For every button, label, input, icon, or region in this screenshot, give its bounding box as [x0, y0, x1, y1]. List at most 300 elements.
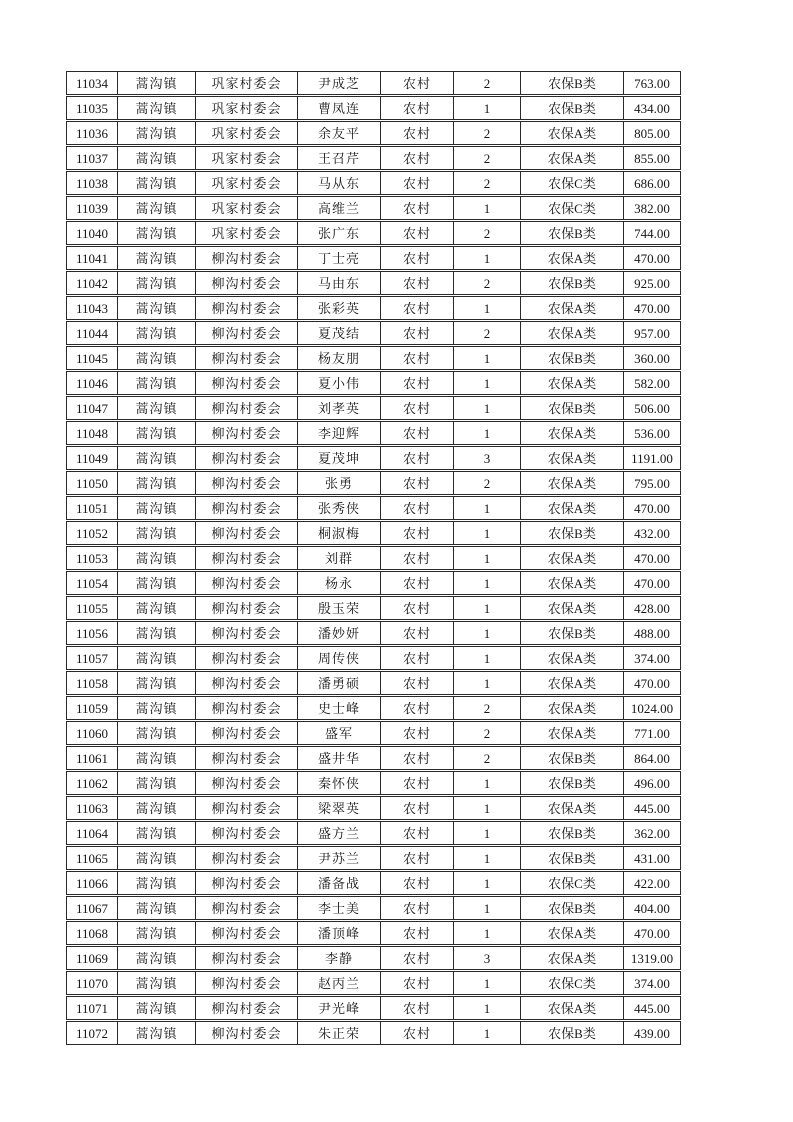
table-cell-village-committee: 柳沟村委会	[196, 797, 298, 819]
table-cell-person-count: 1	[454, 497, 521, 519]
table-cell-insurance-type: 农保A类	[521, 422, 624, 444]
table-row	[66, 671, 681, 695]
table-cell-person-name: 张广东	[298, 222, 381, 244]
table-cell-person-name: 潘顶峰	[298, 922, 381, 944]
table-row	[66, 621, 681, 645]
table-row	[66, 446, 681, 470]
table-cell-insurance-type: 农保B类	[521, 97, 624, 119]
table-cell-serial-number: 11060	[67, 722, 118, 744]
table-cell-person-count: 3	[454, 947, 521, 969]
table-cell-serial-number: 11052	[67, 522, 118, 544]
table-row	[66, 721, 681, 745]
table-cell-person-name: 赵丙兰	[298, 972, 381, 994]
table-cell-insurance-type: 农保A类	[521, 122, 624, 144]
table-cell-residence-type: 农村	[381, 922, 454, 944]
table-cell-serial-number: 11065	[67, 847, 118, 869]
table-cell-person-name: 王召芹	[298, 147, 381, 169]
table-cell-serial-number: 11057	[67, 647, 118, 669]
table-cell-village-committee: 巩家村委会	[196, 172, 298, 194]
table-cell-residence-type: 农村	[381, 772, 454, 794]
table-row	[66, 796, 681, 820]
table-cell-person-count: 1	[454, 922, 521, 944]
table-cell-person-name: 丁士亮	[298, 247, 381, 269]
table-cell-insurance-type: 农保B类	[521, 272, 624, 294]
table-cell-insurance-type: 农保A类	[521, 922, 624, 944]
table-cell-town: 蒿沟镇	[118, 897, 196, 919]
table-cell-village-committee: 巩家村委会	[196, 97, 298, 119]
table-cell-person-name: 刘群	[298, 547, 381, 569]
table-row	[66, 196, 681, 220]
table-cell-village-committee: 柳沟村委会	[196, 747, 298, 769]
table-cell-residence-type: 农村	[381, 572, 454, 594]
table-cell-insurance-type: 农保A类	[521, 372, 624, 394]
table-cell-amount: 445.00	[634, 800, 670, 816]
table-cell-person-name: 杨永	[298, 572, 381, 594]
table-cell-person-name: 史士峰	[298, 697, 381, 719]
table-cell-amount: 470.00	[634, 500, 670, 516]
table-cell-amount: 795.00	[634, 475, 670, 491]
table-row	[66, 71, 681, 95]
table-cell-amount: 805.00	[634, 125, 670, 141]
table-cell-person-count: 1	[454, 597, 521, 619]
table-cell-serial-number: 11047	[67, 397, 118, 419]
table-row	[66, 746, 681, 770]
table-cell-person-name: 潘备战	[298, 872, 381, 894]
table-cell-amount: 422.00	[634, 875, 670, 891]
table-cell-person-count: 1	[454, 522, 521, 544]
table-cell-person-name: 夏小伟	[298, 372, 381, 394]
table-cell-residence-type: 农村	[381, 647, 454, 669]
table-cell-amount: 582.00	[634, 375, 670, 391]
table-cell-village-committee: 柳沟村委会	[196, 322, 298, 344]
table-cell-town: 蒿沟镇	[118, 647, 196, 669]
table-row	[66, 871, 681, 895]
table-cell-town: 蒿沟镇	[118, 672, 196, 694]
table-cell-town: 蒿沟镇	[118, 697, 196, 719]
table-cell-insurance-type: 农保A类	[521, 247, 624, 269]
table-row	[66, 896, 681, 920]
table-cell-amount: 506.00	[634, 400, 670, 416]
table-cell-person-count: 1	[454, 672, 521, 694]
table-cell-serial-number: 11038	[67, 172, 118, 194]
table-row	[66, 496, 681, 520]
table-row	[66, 96, 681, 120]
table-cell-town: 蒿沟镇	[118, 597, 196, 619]
table-cell-village-committee: 巩家村委会	[196, 122, 298, 144]
table-cell-insurance-type: 农保A类	[521, 472, 624, 494]
table-cell-insurance-type: 农保B类	[521, 772, 624, 794]
table-cell-insurance-type: 农保B类	[521, 222, 624, 244]
table-cell-amount: 360.00	[634, 350, 670, 366]
table-cell-person-name: 马从东	[298, 172, 381, 194]
table-cell-village-committee: 柳沟村委会	[196, 947, 298, 969]
table-cell-amount: 1191.00	[631, 450, 673, 466]
table-cell-village-committee: 柳沟村委会	[196, 872, 298, 894]
table-cell-serial-number: 11037	[67, 147, 118, 169]
table-cell-amount: 470.00	[634, 550, 670, 566]
table-cell-person-name: 夏茂结	[298, 322, 381, 344]
table-row	[66, 246, 681, 270]
table-cell-person-count: 1	[454, 972, 521, 994]
table-cell-serial-number: 11045	[67, 347, 118, 369]
table-cell-person-name: 李静	[298, 947, 381, 969]
table-cell-amount: 362.00	[634, 825, 670, 841]
table-row	[66, 996, 681, 1020]
table-cell-amount: 1319.00	[630, 950, 674, 966]
table-cell-village-committee: 柳沟村委会	[196, 997, 298, 1019]
table-cell-town: 蒿沟镇	[118, 447, 196, 469]
table-cell-person-count: 1	[454, 247, 521, 269]
table-cell-person-count: 2	[454, 722, 521, 744]
table-cell-residence-type: 农村	[381, 422, 454, 444]
table-cell-village-committee: 柳沟村委会	[196, 697, 298, 719]
table-cell-serial-number: 11040	[67, 222, 118, 244]
table-cell-insurance-type: 农保A类	[521, 572, 624, 594]
table-cell-amount: 432.00	[634, 525, 670, 541]
table-cell-person-count: 1	[454, 372, 521, 394]
table-cell-town: 蒿沟镇	[118, 497, 196, 519]
table-cell-amount: 434.00	[634, 100, 670, 116]
table-cell-amount: 864.00	[634, 750, 670, 766]
table-row	[66, 421, 681, 445]
table-cell-village-committee: 柳沟村委会	[196, 572, 298, 594]
table-cell-residence-type: 农村	[381, 722, 454, 744]
table-cell-serial-number: 11049	[67, 447, 118, 469]
table-row	[66, 396, 681, 420]
table-cell-amount: 374.00	[634, 975, 670, 991]
table-cell-amount: 763.00	[634, 75, 670, 91]
table-cell-village-committee: 柳沟村委会	[196, 347, 298, 369]
table-cell-residence-type: 农村	[381, 72, 454, 94]
table-cell-person-name: 尹苏兰	[298, 847, 381, 869]
table-cell-town: 蒿沟镇	[118, 547, 196, 569]
table-cell-insurance-type: 农保B类	[521, 72, 624, 94]
table-cell-person-count: 2	[454, 72, 521, 94]
table-cell-person-name: 梁翠英	[298, 797, 381, 819]
table-cell-village-committee: 巩家村委会	[196, 147, 298, 169]
table-cell-person-count: 2	[454, 222, 521, 244]
table-cell-serial-number: 11043	[67, 297, 118, 319]
table-cell-insurance-type: 农保B类	[521, 847, 624, 869]
table-cell-town: 蒿沟镇	[118, 947, 196, 969]
table-row	[66, 171, 681, 195]
table-cell-village-committee: 柳沟村委会	[196, 447, 298, 469]
table-cell-village-committee: 柳沟村委会	[196, 372, 298, 394]
table-cell-insurance-type: 农保C类	[521, 872, 624, 894]
table-cell-town: 蒿沟镇	[118, 622, 196, 644]
table-cell-village-committee: 柳沟村委会	[196, 847, 298, 869]
table-cell-residence-type: 农村	[381, 347, 454, 369]
table-cell-town: 蒿沟镇	[118, 472, 196, 494]
table-cell-residence-type: 农村	[381, 497, 454, 519]
table-cell-insurance-type: 农保B类	[521, 622, 624, 644]
table-cell-town: 蒿沟镇	[118, 797, 196, 819]
table-cell-serial-number: 11071	[67, 997, 118, 1019]
table-cell-person-count: 1	[454, 997, 521, 1019]
table-cell-residence-type: 农村	[381, 197, 454, 219]
table-cell-town: 蒿沟镇	[118, 322, 196, 344]
table-cell-serial-number: 11058	[67, 672, 118, 694]
table-cell-village-committee: 柳沟村委会	[196, 297, 298, 319]
table-cell-insurance-type: 农保A类	[521, 547, 624, 569]
table-cell-insurance-type: 农保A类	[521, 497, 624, 519]
table-cell-residence-type: 农村	[381, 972, 454, 994]
table-cell-person-count: 1	[454, 622, 521, 644]
table-cell-serial-number: 11066	[67, 872, 118, 894]
table-cell-amount: 470.00	[634, 575, 670, 591]
table-cell-person-count: 2	[454, 147, 521, 169]
table-cell-amount: 445.00	[634, 1000, 670, 1016]
table-cell-person-count: 1	[454, 1022, 521, 1044]
table-cell-town: 蒿沟镇	[118, 122, 196, 144]
table-cell-insurance-type: 农保B类	[521, 397, 624, 419]
table-cell-residence-type: 农村	[381, 297, 454, 319]
table-cell-person-name: 尹光峰	[298, 997, 381, 1019]
table-cell-residence-type: 农村	[381, 947, 454, 969]
table-cell-serial-number: 11068	[67, 922, 118, 944]
table-cell-residence-type: 农村	[381, 372, 454, 394]
table-cell-residence-type: 农村	[381, 147, 454, 169]
table-cell-residence-type: 农村	[381, 897, 454, 919]
table-cell-residence-type: 农村	[381, 872, 454, 894]
table-cell-insurance-type: 农保A类	[521, 322, 624, 344]
table-cell-village-committee: 柳沟村委会	[196, 822, 298, 844]
table-cell-person-name: 曹凤连	[298, 97, 381, 119]
table-cell-amount: 382.00	[634, 200, 670, 216]
table-cell-town: 蒿沟镇	[118, 772, 196, 794]
table-cell-person-name: 朱正荣	[298, 1022, 381, 1044]
table-cell-town: 蒿沟镇	[118, 872, 196, 894]
table-cell-amount: 428.00	[634, 600, 670, 616]
table-cell-serial-number: 11069	[67, 947, 118, 969]
table-cell-amount: 957.00	[634, 325, 670, 341]
table-row	[66, 296, 681, 320]
table-cell-amount: 470.00	[634, 300, 670, 316]
table-cell-person-name: 盛方兰	[298, 822, 381, 844]
table-cell-insurance-type: 农保A类	[521, 297, 624, 319]
table-cell-person-count: 2	[454, 472, 521, 494]
table-cell-town: 蒿沟镇	[118, 272, 196, 294]
table-cell-serial-number: 11053	[67, 547, 118, 569]
table-cell-town: 蒿沟镇	[118, 572, 196, 594]
table-cell-town: 蒿沟镇	[118, 822, 196, 844]
table-cell-town: 蒿沟镇	[118, 972, 196, 994]
table-cell-person-name: 周传侠	[298, 647, 381, 669]
table-cell-residence-type: 农村	[381, 397, 454, 419]
table-cell-serial-number: 11070	[67, 972, 118, 994]
table-cell-serial-number: 11063	[67, 797, 118, 819]
table-row	[66, 771, 681, 795]
table-cell-serial-number: 11042	[67, 272, 118, 294]
table-cell-insurance-type: 农保B类	[521, 522, 624, 544]
table-cell-residence-type: 农村	[381, 697, 454, 719]
table-cell-residence-type: 农村	[381, 747, 454, 769]
table-cell-person-count: 1	[454, 897, 521, 919]
table-cell-person-name: 盛军	[298, 722, 381, 744]
table-cell-person-name: 潘妙妍	[298, 622, 381, 644]
table-cell-amount: 470.00	[634, 250, 670, 266]
table-cell-serial-number: 11039	[67, 197, 118, 219]
table-cell-person-name: 尹成芝	[298, 72, 381, 94]
table-cell-person-count: 1	[454, 397, 521, 419]
table-cell-insurance-type: 农保B类	[521, 1022, 624, 1044]
table-cell-amount: 431.00	[634, 850, 670, 866]
table-cell-village-committee: 柳沟村委会	[196, 1022, 298, 1044]
table-cell-town: 蒿沟镇	[118, 172, 196, 194]
table-cell-person-count: 1	[454, 347, 521, 369]
table-cell-insurance-type: 农保B类	[521, 897, 624, 919]
table-cell-person-count: 1	[454, 197, 521, 219]
table-cell-village-committee: 柳沟村委会	[196, 922, 298, 944]
table-cell-person-name: 余友平	[298, 122, 381, 144]
table-cell-village-committee: 巩家村委会	[196, 197, 298, 219]
table-cell-person-count: 2	[454, 322, 521, 344]
table-row	[66, 971, 681, 995]
table-cell-residence-type: 农村	[381, 822, 454, 844]
table-cell-town: 蒿沟镇	[118, 297, 196, 319]
table-cell-village-committee: 巩家村委会	[196, 72, 298, 94]
table-row	[66, 271, 681, 295]
table-cell-residence-type: 农村	[381, 172, 454, 194]
table-cell-insurance-type: 农保A类	[521, 647, 624, 669]
table-cell-serial-number: 11062	[67, 772, 118, 794]
table-cell-insurance-type: 农保A类	[521, 672, 624, 694]
table-cell-amount: 855.00	[634, 150, 670, 166]
table-cell-insurance-type: 农保B类	[521, 822, 624, 844]
table-cell-person-name: 桐淑梅	[298, 522, 381, 544]
table-cell-town: 蒿沟镇	[118, 722, 196, 744]
table-row	[66, 921, 681, 945]
table-cell-village-committee: 柳沟村委会	[196, 247, 298, 269]
table-cell-person-count: 3	[454, 447, 521, 469]
table-cell-person-count: 2	[454, 122, 521, 144]
table-row	[66, 821, 681, 845]
table-cell-person-name: 张勇	[298, 472, 381, 494]
table-cell-village-committee: 柳沟村委会	[196, 972, 298, 994]
table-cell-residence-type: 农村	[381, 1022, 454, 1044]
table-cell-village-committee: 巩家村委会	[196, 222, 298, 244]
table-cell-town: 蒿沟镇	[118, 747, 196, 769]
table-cell-town: 蒿沟镇	[118, 372, 196, 394]
table-cell-serial-number: 11035	[67, 97, 118, 119]
table-cell-person-name: 张彩英	[298, 297, 381, 319]
table-cell-person-count: 1	[454, 847, 521, 869]
table-cell-village-committee: 柳沟村委会	[196, 272, 298, 294]
table-cell-village-committee: 柳沟村委会	[196, 497, 298, 519]
table-cell-person-count: 2	[454, 272, 521, 294]
table-row	[66, 471, 681, 495]
table-cell-serial-number: 11051	[67, 497, 118, 519]
table-cell-person-count: 1	[454, 772, 521, 794]
table-cell-residence-type: 农村	[381, 222, 454, 244]
table-cell-person-count: 1	[454, 572, 521, 594]
table-cell-residence-type: 农村	[381, 247, 454, 269]
table-cell-person-name: 李迎辉	[298, 422, 381, 444]
table-cell-town: 蒿沟镇	[118, 247, 196, 269]
table-cell-amount: 488.00	[634, 625, 670, 641]
table-cell-person-name: 李士美	[298, 897, 381, 919]
table-cell-serial-number: 11041	[67, 247, 118, 269]
table-cell-person-name: 马由东	[298, 272, 381, 294]
table-cell-amount: 496.00	[634, 775, 670, 791]
table-cell-residence-type: 农村	[381, 322, 454, 344]
table-cell-insurance-type: 农保B类	[521, 747, 624, 769]
table-cell-residence-type: 农村	[381, 522, 454, 544]
table-cell-town: 蒿沟镇	[118, 1022, 196, 1044]
table-cell-village-committee: 柳沟村委会	[196, 522, 298, 544]
table-cell-insurance-type: 农保A类	[521, 697, 624, 719]
table-row	[66, 521, 681, 545]
table-cell-person-name: 夏茂坤	[298, 447, 381, 469]
table-row	[66, 646, 681, 670]
benefits-table	[66, 71, 681, 1046]
table-row	[66, 1021, 681, 1045]
table-cell-person-name: 高维兰	[298, 197, 381, 219]
table-row	[66, 346, 681, 370]
table-cell-village-committee: 柳沟村委会	[196, 597, 298, 619]
table-cell-insurance-type: 农保A类	[521, 447, 624, 469]
table-cell-insurance-type: 农保A类	[521, 997, 624, 1019]
table-cell-amount: 536.00	[634, 425, 670, 441]
table-cell-person-count: 1	[454, 872, 521, 894]
table-cell-town: 蒿沟镇	[118, 347, 196, 369]
table-cell-village-committee: 柳沟村委会	[196, 647, 298, 669]
table-cell-serial-number: 11055	[67, 597, 118, 619]
table-cell-village-committee: 柳沟村委会	[196, 897, 298, 919]
table-row	[66, 121, 681, 145]
table-cell-town: 蒿沟镇	[118, 922, 196, 944]
table-cell-amount: 374.00	[634, 650, 670, 666]
table-cell-insurance-type: 农保A类	[521, 722, 624, 744]
table-cell-village-committee: 柳沟村委会	[196, 422, 298, 444]
table-cell-residence-type: 农村	[381, 597, 454, 619]
table-cell-town: 蒿沟镇	[118, 847, 196, 869]
table-cell-amount: 686.00	[634, 175, 670, 191]
table-cell-residence-type: 农村	[381, 847, 454, 869]
table-cell-serial-number: 11036	[67, 122, 118, 144]
table-cell-amount: 470.00	[634, 675, 670, 691]
table-cell-person-count: 1	[454, 422, 521, 444]
table-cell-person-name: 殷玉荣	[298, 597, 381, 619]
table-cell-insurance-type: 农保B类	[521, 347, 624, 369]
table-row	[66, 946, 681, 970]
table-cell-insurance-type: 农保A类	[521, 597, 624, 619]
table-cell-serial-number: 11072	[67, 1022, 118, 1044]
table-cell-person-count: 2	[454, 747, 521, 769]
table-cell-amount: 771.00	[634, 725, 670, 741]
table-cell-residence-type: 农村	[381, 797, 454, 819]
table-cell-village-committee: 柳沟村委会	[196, 722, 298, 744]
table-row	[66, 371, 681, 395]
table-cell-town: 蒿沟镇	[118, 522, 196, 544]
table-cell-serial-number: 11050	[67, 472, 118, 494]
table-cell-amount: 439.00	[634, 1025, 670, 1041]
table-row	[66, 146, 681, 170]
table-cell-amount: 404.00	[634, 900, 670, 916]
table-cell-amount: 744.00	[634, 225, 670, 241]
table-cell-person-name: 刘孝英	[298, 397, 381, 419]
table-cell-village-committee: 柳沟村委会	[196, 622, 298, 644]
table-cell-serial-number: 11034	[67, 72, 118, 94]
table-cell-village-committee: 柳沟村委会	[196, 772, 298, 794]
table-cell-town: 蒿沟镇	[118, 97, 196, 119]
table-cell-residence-type: 农村	[381, 622, 454, 644]
table-cell-village-committee: 柳沟村委会	[196, 547, 298, 569]
table-cell-insurance-type: 农保C类	[521, 172, 624, 194]
table-cell-insurance-type: 农保C类	[521, 972, 624, 994]
table-cell-person-count: 1	[454, 97, 521, 119]
table-cell-insurance-type: 农保A类	[521, 797, 624, 819]
